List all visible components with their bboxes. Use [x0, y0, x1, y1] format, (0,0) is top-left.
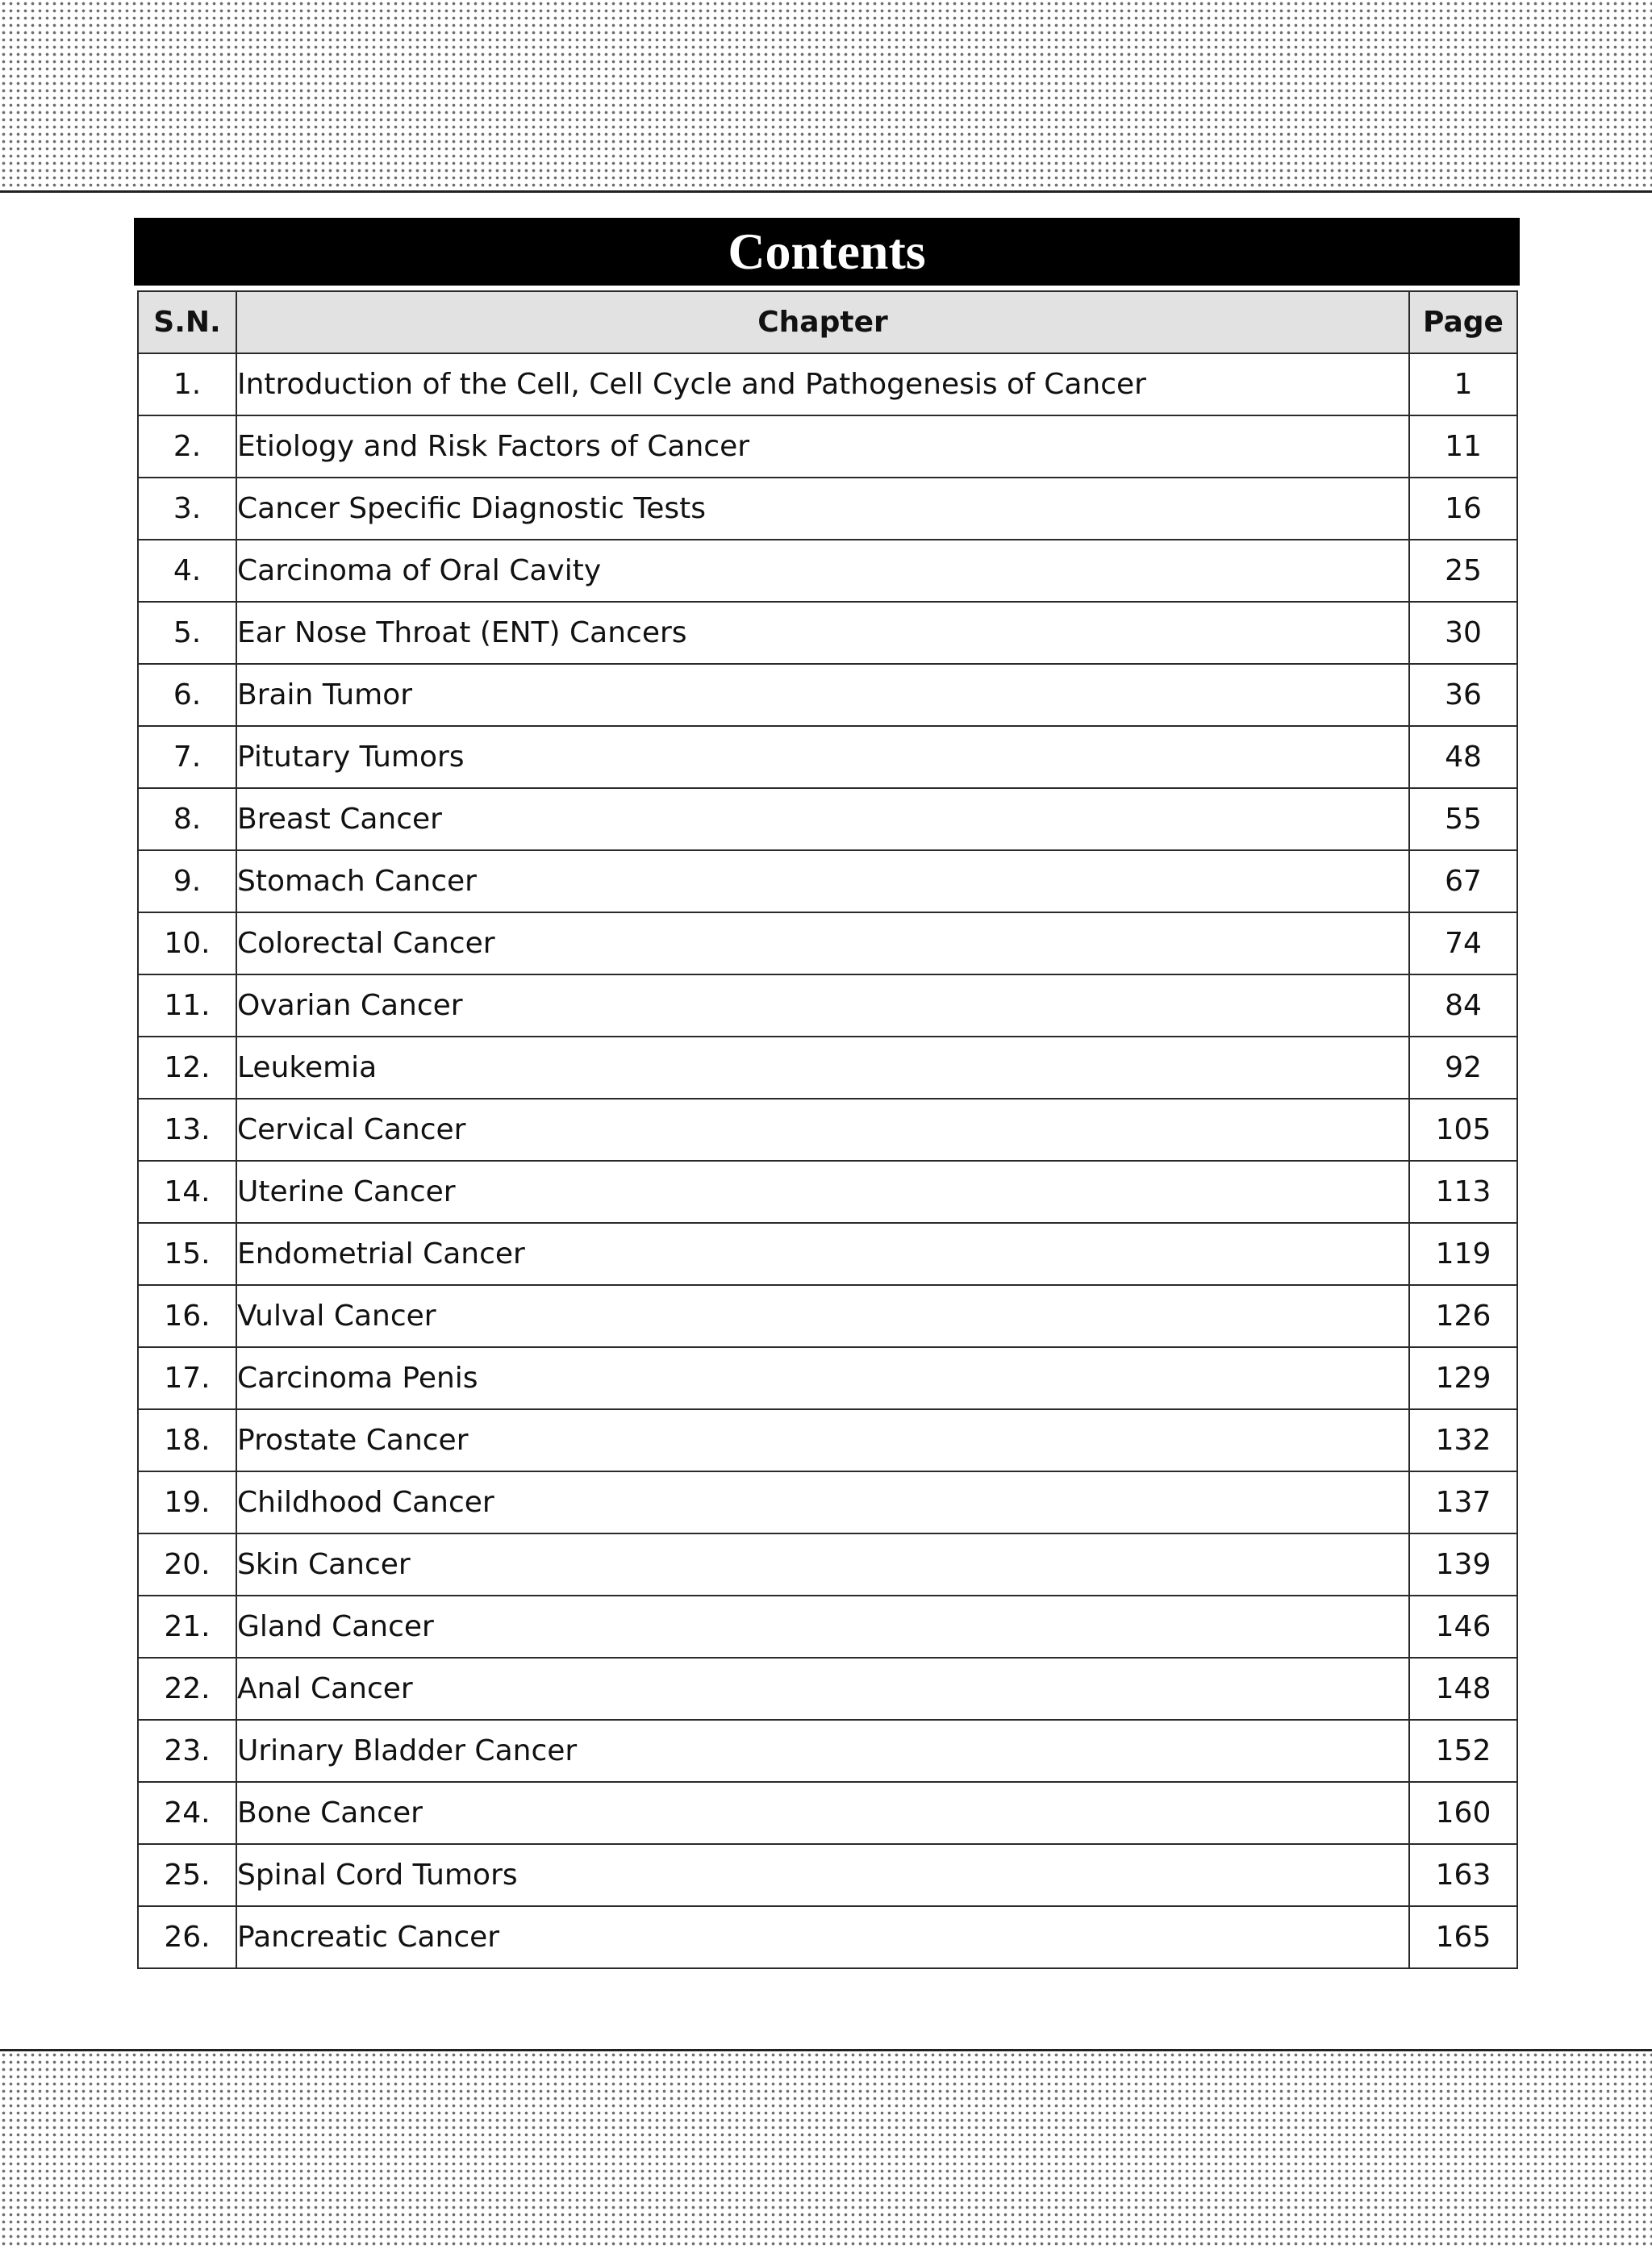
row-sn: 19.: [138, 1471, 236, 1533]
row-chapter: Spinal Cord Tumors: [236, 1844, 1409, 1906]
table-row: [138, 726, 1517, 788]
header-chapter: Chapter: [236, 291, 1409, 353]
row-chapter: Ovarian Cancer: [236, 974, 1409, 1037]
table-row: [138, 353, 1517, 415]
row-page: 146: [1409, 1596, 1517, 1658]
table-row: [138, 664, 1517, 726]
row-page: 148: [1409, 1658, 1517, 1720]
row-chapter: Cervical Cancer: [236, 1099, 1409, 1161]
row-chapter: Stomach Cancer: [236, 850, 1409, 912]
row-chapter: Carcinoma Penis: [236, 1347, 1409, 1409]
row-sn: 11.: [138, 974, 236, 1037]
row-page: 30: [1409, 602, 1517, 664]
row-page: 113: [1409, 1161, 1517, 1223]
table-row: [138, 1471, 1517, 1533]
row-chapter: Prostate Cancer: [236, 1409, 1409, 1471]
row-page: 126: [1409, 1285, 1517, 1347]
row-chapter: Bone Cancer: [236, 1782, 1409, 1844]
row-page: 48: [1409, 726, 1517, 788]
row-page: 119: [1409, 1223, 1517, 1285]
row-sn: 15.: [138, 1223, 236, 1285]
row-page: 137: [1409, 1471, 1517, 1533]
row-chapter: Carcinoma of Oral Cavity: [236, 540, 1409, 602]
bottom-dotted-band: [0, 2049, 1652, 2249]
table-row: [138, 1285, 1517, 1347]
header-sn: S.N.: [138, 291, 236, 353]
row-page: 25: [1409, 540, 1517, 602]
row-sn: 21.: [138, 1596, 236, 1658]
row-sn: 7.: [138, 726, 236, 788]
row-page: 55: [1409, 788, 1517, 850]
table-row: [138, 1347, 1517, 1409]
row-page: 160: [1409, 1782, 1517, 1844]
row-sn: 6.: [138, 664, 236, 726]
header-page: Page: [1409, 291, 1517, 353]
row-sn: 1.: [138, 353, 236, 415]
row-chapter: Urinary Bladder Cancer: [236, 1720, 1409, 1782]
row-sn: 17.: [138, 1347, 236, 1409]
row-sn: 25.: [138, 1844, 236, 1906]
row-page: 152: [1409, 1720, 1517, 1782]
row-page: 92: [1409, 1037, 1517, 1099]
row-chapter: Ear Nose Throat (ENT) Cancers: [236, 602, 1409, 664]
row-sn: 22.: [138, 1658, 236, 1720]
row-page: 139: [1409, 1533, 1517, 1596]
table-row: [138, 1720, 1517, 1782]
row-sn: 13.: [138, 1099, 236, 1161]
row-sn: 14.: [138, 1161, 236, 1223]
row-sn: 5.: [138, 602, 236, 664]
table-row: [138, 912, 1517, 974]
contents-title: Contents: [134, 218, 1520, 286]
row-chapter: Anal Cancer: [236, 1658, 1409, 1720]
row-page: 132: [1409, 1409, 1517, 1471]
table-row: [138, 788, 1517, 850]
table-row: [138, 1099, 1517, 1161]
table-row: [138, 1844, 1517, 1906]
row-page: 163: [1409, 1844, 1517, 1906]
row-page: 11: [1409, 415, 1517, 478]
row-sn: 12.: [138, 1037, 236, 1099]
row-page: 129: [1409, 1347, 1517, 1409]
row-chapter: Childhood Cancer: [236, 1471, 1409, 1533]
row-chapter: Vulval Cancer: [236, 1285, 1409, 1347]
row-sn: 20.: [138, 1533, 236, 1596]
row-sn: 10.: [138, 912, 236, 974]
row-page: 67: [1409, 850, 1517, 912]
contents-table: [137, 290, 1518, 1969]
table-row: [138, 1658, 1517, 1720]
row-chapter: Endometrial Cancer: [236, 1223, 1409, 1285]
row-chapter: Pancreatic Cancer: [236, 1906, 1409, 1968]
table-row: [138, 1409, 1517, 1471]
table-row: [138, 1596, 1517, 1658]
row-sn: 2.: [138, 415, 236, 478]
table-row: [138, 850, 1517, 912]
row-chapter: Etiology and Risk Factors of Cancer: [236, 415, 1409, 478]
row-chapter: Uterine Cancer: [236, 1161, 1409, 1223]
table-row: [138, 478, 1517, 540]
table-row: [138, 1223, 1517, 1285]
row-chapter: Skin Cancer: [236, 1533, 1409, 1596]
row-sn: 18.: [138, 1409, 236, 1471]
row-sn: 4.: [138, 540, 236, 602]
row-sn: 3.: [138, 478, 236, 540]
table-body: [138, 353, 1517, 1968]
row-chapter: Pitutary Tumors: [236, 726, 1409, 788]
row-sn: 16.: [138, 1285, 236, 1347]
row-chapter: Leukemia: [236, 1037, 1409, 1099]
table-row: [138, 1161, 1517, 1223]
row-chapter: Breast Cancer: [236, 788, 1409, 850]
table-row: [138, 1782, 1517, 1844]
table-row: [138, 1533, 1517, 1596]
row-sn: 26.: [138, 1906, 236, 1968]
table-row: [138, 1037, 1517, 1099]
row-page: 36: [1409, 664, 1517, 726]
row-chapter: Colorectal Cancer: [236, 912, 1409, 974]
row-page: 16: [1409, 478, 1517, 540]
row-chapter: Introduction of the Cell, Cell Cycle and Pathogenesis of Cancer: [236, 353, 1409, 415]
row-page: 74: [1409, 912, 1517, 974]
row-sn: 9.: [138, 850, 236, 912]
row-page: 84: [1409, 974, 1517, 1037]
row-sn: 24.: [138, 1782, 236, 1844]
row-chapter: Brain Tumor: [236, 664, 1409, 726]
row-sn: 23.: [138, 1720, 236, 1782]
table-row: [138, 1906, 1517, 1968]
row-page: 105: [1409, 1099, 1517, 1161]
row-chapter: Cancer Specific Diagnostic Tests: [236, 478, 1409, 540]
table-row: [138, 415, 1517, 478]
table-row: [138, 540, 1517, 602]
row-sn: 8.: [138, 788, 236, 850]
row-page: 1: [1409, 353, 1517, 415]
row-chapter: Gland Cancer: [236, 1596, 1409, 1658]
top-dotted-band: [0, 0, 1652, 193]
table-row: [138, 602, 1517, 664]
table-row: [138, 974, 1517, 1037]
row-page: 165: [1409, 1906, 1517, 1968]
table-header-row: [138, 291, 1517, 353]
